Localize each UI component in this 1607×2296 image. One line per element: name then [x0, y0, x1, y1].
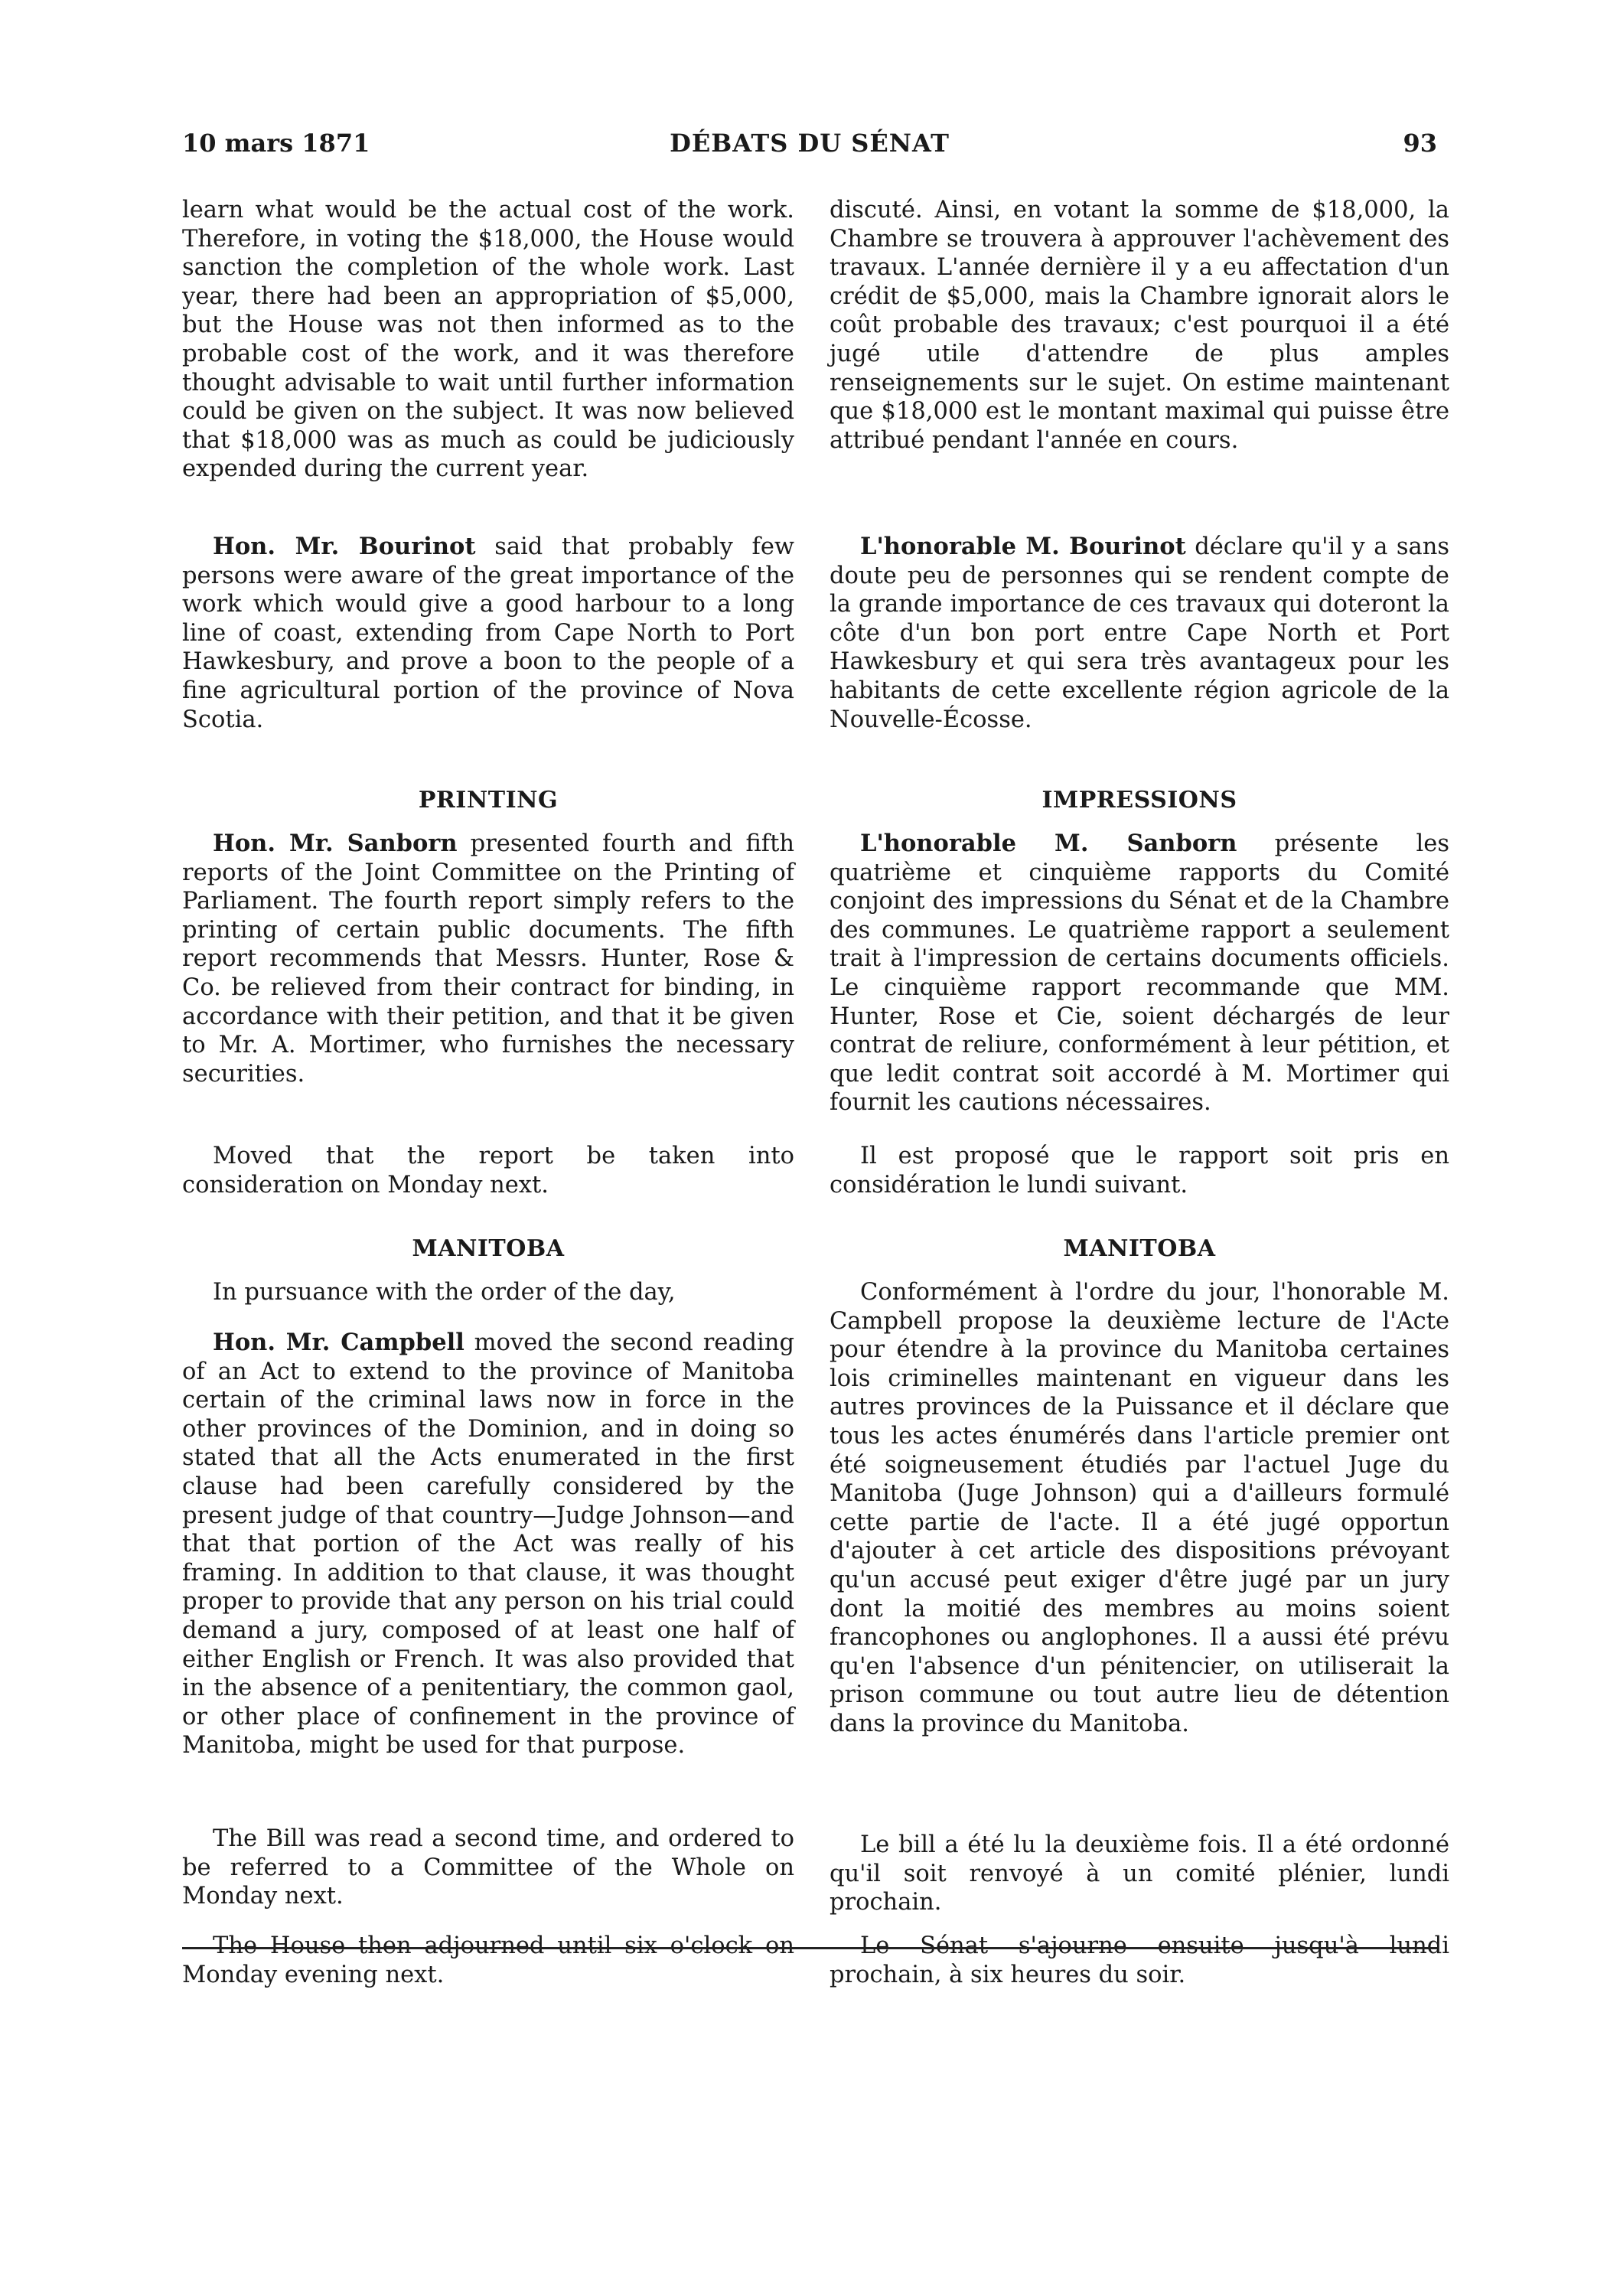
- en-sanborn-speaker: Hon. Mr. Sanborn: [213, 830, 458, 857]
- en-manitoba-heading: MANITOBA: [412, 1235, 565, 1262]
- en-campbell-paragraph: [182, 1329, 794, 1760]
- en-bourinot-speaker: Hon. Mr. Bourinot: [213, 533, 476, 560]
- header-title: DÉBATS DU SÉNAT: [670, 129, 950, 158]
- en-bill-read-paragraph: The Bill was read a second time, and ordered to be referred to a Committee of the Whole on Monday next.: [182, 1825, 794, 1910]
- en-moved-paragraph: Moved that the report be taken into consideration on Monday next.: [182, 1143, 794, 1199]
- fr-manitoba-heading: MANITOBA: [1063, 1235, 1216, 1262]
- bottom-divider: [182, 1947, 1437, 1949]
- fr-sanborn-paragraph: [830, 830, 1449, 1117]
- en-intro-paragraph: learn what would be the actual cost of the work. Therefore, in voting the $18,000, the House would sanction the completion of the whole work. Last year, there had been an appropriation of $5,000, but the House was not then informed as to the probable cost of the work, and it was therefore thought advisable to wait until further information could be given on the subject. It was now believed that $18,000 was as much as could be judiciously expended during the current year.: [182, 197, 794, 483]
- fr-sanborn-speaker: L'honorable M. Sanborn: [860, 830, 1237, 857]
- en-sanborn-text: presented fourth and fifth reports of the Joint Committee on the Printing of Parliament. The fourth report simply refers to the printing of certain public documents. The fifth report recommends that Messrs. Hunter, Rose & Co. be relieved from their contract for binding, in accordance with their petition, and that it be given to Mr. A. Mortimer, who furnishes the necessary securities.: [182, 830, 794, 1088]
- fr-moved-paragraph: Il est proposé que le rapport soit pris en considération le lundi suivant.: [830, 1143, 1449, 1199]
- fr-bourinot-paragraph: [830, 533, 1449, 734]
- fr-adjourned-paragraph: Le Sénat s'ajourne ensuite jusqu'à lundi prochain, à six heures du soir.: [830, 1932, 1449, 1988]
- fr-sanborn-text: présente les quatrième et cinquième rapports du Comité conjoint des impressions du Sénat et de la Chambre des communes. Le quatrième rapport a seulement trait à l'impression de certains documents officiels. Le cinquième rapport recommande que MM. Hunter, Rose et Cie, soient déchargés de leur contrat de reliure, conformément à leur pétition, et que ledit contrat soit accordé à M. Mortimer qui fournit les cautions nécessaires.: [830, 830, 1449, 1117]
- fr-bourinot-text: déclare qu'il y a sans doute peu de personnes qui se rendent compte de la grande importance de ces travaux qui doteront la côte d'un bon port entre Cape North et Port Hawkesbury et qui sera très avantageux pour les habitants de cette excellente région agricole de la Nouvelle-Écosse.: [830, 533, 1449, 733]
- en-bourinot-text: said that probably few persons were aware of the great importance of the work which would give a good harbour to a long line of coast, extending from Cape North to Port Hawkesbury, and prove a boon to the people of a fine agricultural portion of the province of Nova Scotia.: [182, 533, 794, 733]
- page-header: [182, 129, 1437, 167]
- page-number: 93: [1403, 129, 1437, 158]
- en-campbell-speaker: Hon. Mr. Campbell: [213, 1329, 464, 1356]
- fr-campbell-paragraph: Conformément à l'ordre du jour, l'honorable M. Campbell propose la deuxième lecture de l'Acte pour étendre à la province du Manitoba certaines lois criminelles maintenant en vigueur dans les autres provinces de la Puissance et il déclare que tous les actes énumérés dans l'article premier ont été soigneusement étudiés par l'actuel Juge du Manitoba (Juge Johnson) qui a d'ailleurs formulé cette partie de l'acte. Il a été jugé opportun d'ajouter à cet article des dispositions prévoyant qu'un accusé peut exiger d'être jugé par un jury dont la moitié des membres au moins soient francophones ou anglophones. Il a aussi été prévu qu'en l'absence d'un pénitencier, on utiliserait la prison commune ou tout autre lieu de détention dans la province du Manitoba.: [830, 1279, 1449, 1737]
- header-date: 10 mars 1871: [182, 129, 370, 158]
- en-adjourned-paragraph: The House then adjourned until six o'clock on Monday evening next.: [182, 1932, 794, 1988]
- fr-impressions-heading: IMPRESSIONS: [1041, 787, 1237, 814]
- fr-bourinot-speaker: L'honorable M. Bourinot: [860, 533, 1186, 560]
- en-campbell-text: moved the second reading of an Act to extend to the province of Manitoba certain of the criminal laws now in force in the other provinces of the Dominion, and in doing so stated that all the Acts enumerated in the first clause had been carefully considered by the present judge of that country—Judge Johnson—and that that portion of the Act was really of his framing. In addition to that clause, it was thought proper to provide that any person on his trial could demand a jury, composed of at least one half of either English or French. It was also provided that in the absence of a penitentiary, the common gaol, or other place of confinement in the province of Manitoba, might be used for that purpose.: [182, 1329, 794, 1760]
- en-sanborn-paragraph: [182, 830, 794, 1088]
- fr-intro-paragraph: discuté. Ainsi, en votant la somme de $18,000, la Chambre se trouvera à approuver l'achèvement des travaux. L'année dernière il y a eu affectation d'un crédit de $5,000, mais la Chambre ignorait alors le coût probable des travaux; c'est pourquoi il a été jugé utile d'attendre de plus amples renseignements sur le sujet. On estime maintenant que $18,000 est le montant maximal qui puisse être attribué pendant l'année en cours.: [830, 197, 1449, 454]
- en-printing-heading: PRINTING: [418, 787, 559, 814]
- fr-bill-read-paragraph: Le bill a été lu la deuxième fois. Il a été ordonné qu'il soit renvoyé à un comité plénier, lundi prochain.: [830, 1831, 1449, 1916]
- en-bourinot-paragraph: [182, 533, 794, 734]
- en-pursuance-paragraph: In pursuance with the order of the day,: [213, 1279, 676, 1306]
